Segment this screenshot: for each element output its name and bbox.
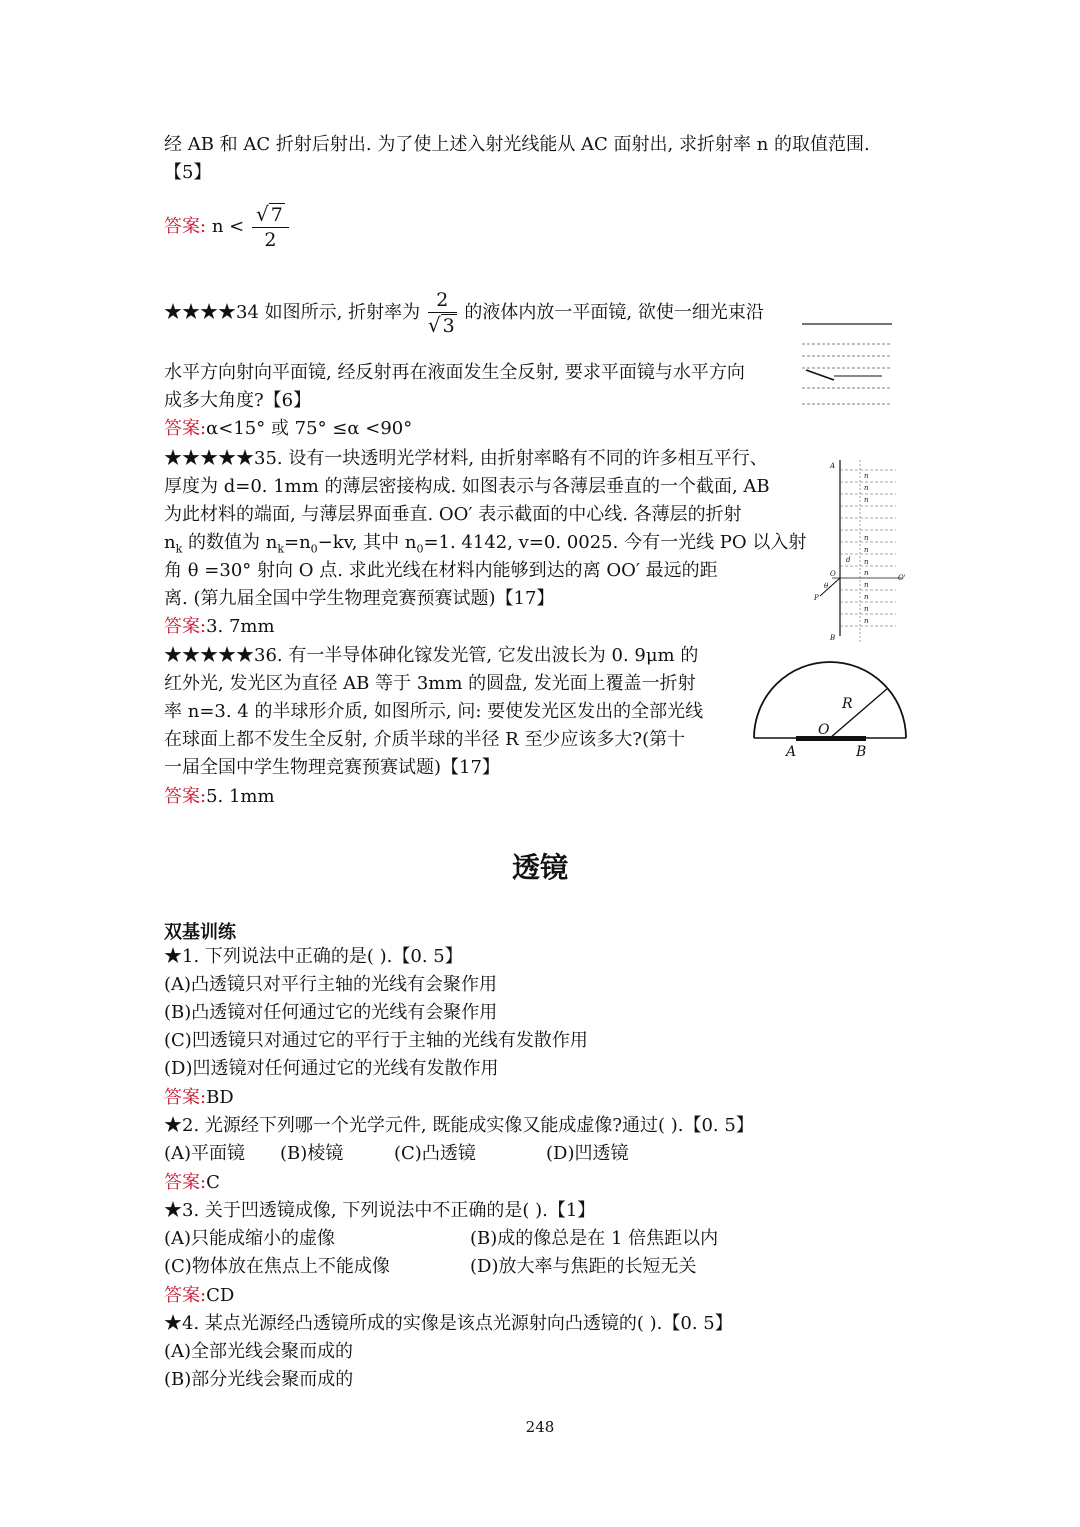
q35-text-line2: 厚度为 d=0. 1mm 的薄层密接构成. 如图表示与各薄层垂直的一个截面, AB [164,476,770,497]
q36-answer [164,786,275,808]
svg-text:n: n [864,472,869,480]
svg-text:n: n [864,534,869,542]
q2-answer [164,1172,220,1194]
svg-text:n: n [864,546,869,554]
q36-text-line5: 一届全国中学生物理竞赛预赛试题)【17】 [164,757,500,778]
q3-stem: ★3. 关于凹透镜成像, 下列说法中不正确的是( ).【1】 [164,1200,596,1221]
svg-text:A: A [786,744,797,760]
svg-text:θ: θ [824,582,829,590]
q34-text-line1 [164,288,764,344]
svg-text:B: B [830,634,836,642]
svg-text:n: n [864,581,869,589]
q36-figure [750,660,910,760]
answer-fraction: $\frac{√ 7}{2}$ [252,202,289,252]
q35-part: =n [283,532,311,553]
q36-text-line2: 红外光, 发光区为直径 AB 等于 3mm 的圆盘, 发光面上覆盖一折射 [164,673,696,694]
q35-sub: k [175,542,183,556]
q35-text-line6: 离. (第九届全国中学生物理竞赛预赛试题)【17】 [164,588,555,609]
section-subheading: 双基训练 [164,922,236,943]
q1-option-d: (D)凹透镜对任何通过它的光线有发散作用 [164,1058,499,1079]
svg-text:n: n [864,484,869,492]
answer-label: 答案: [164,418,207,439]
q33-answer [164,202,291,262]
q35-part: =1. 4142, v=0. 0025. 今有一光线 PO 以入射 [423,532,807,553]
q35-text-line1: ★★★★★35. 设有一块透明光学材料, 由折射率略有不同的许多相互平行、 [164,448,768,469]
q2-option-a: (A)平面镜 [164,1143,246,1164]
svg-text:d: d [846,556,851,564]
q35-text-line3: 为此材料的端面, 与薄层界面垂直. OO′ 表示截面的中心线. 各薄层的折射 [164,504,742,525]
svg-text:O: O [818,722,830,738]
svg-text:R: R [842,696,853,712]
q4-option-b: (B)部分光线会聚而成的 [164,1369,354,1390]
q1-option-b: (B)凸透镜对任何通过它的光线有会聚作用 [164,1002,498,1023]
answer-label: 答案: [164,1285,207,1306]
q1-option-c: (C)凹透镜只对通过它的平行于主轴的光线有发散作用 [164,1030,588,1051]
svg-text:P: P [814,594,819,602]
svg-text:n: n [864,605,869,613]
q4-stem: ★4. 某点光源经凸透镜所成的实像是该点光源射向凸透镜的( ).【0. 5】 [164,1313,733,1334]
q35-answer [164,616,275,638]
fraction-denominator: 2 [264,229,277,251]
q35-sub: 0 [310,542,318,556]
answer-value: 3. 7mm [206,616,275,637]
q35-part: −kv, 其中 n [317,532,417,553]
q1-answer [164,1087,234,1109]
q34-answer [164,418,412,440]
q34-pre: ★★★★34 如图所示, 折射率为 [164,302,421,323]
q1-option-a: (A)凸透镜只对平行主轴的光线有会聚作用 [164,974,498,995]
q36-text-line3: 率 n=3. 4 的半球形介质, 如图所示, 问: 要使发光区发出的全部光线 [164,701,704,722]
answer-label: 答案: [164,1087,207,1108]
q2-stem: ★2. 光源经下列哪一个光学元件, 既能成实像又能成虚像?通过( ).【0. 5】 [164,1115,754,1136]
answer-value: BD [206,1087,234,1108]
answer-value: 5. 1mm [206,786,275,807]
q35-figure [812,456,912,646]
q34-text-line3: 成多大角度?【6】 [164,390,312,411]
answer-label: 答案: [164,216,207,237]
q35-sub: 0 [416,542,424,556]
q35-sub: k [277,542,284,556]
svg-text:O': O' [898,574,906,582]
svg-text:B: B [856,744,867,760]
q3-option-d: (D)放大率与焦距的长短无关 [470,1256,697,1277]
svg-text:n: n [864,617,869,625]
q3-option-b: (B)成的像总是在 1 倍焦距以内 [470,1228,719,1249]
q35-part: 的数值为 n [182,532,278,553]
page-number: 248 [525,1418,555,1436]
answer-label: 答案: [164,616,207,637]
q34-post: 的液体内放一平面镜, 欲使一细光束沿 [464,302,764,323]
q34-text-line2: 水平方向射向平面镜, 经反射再在液面发生全反射, 要求平面镜与水平方向 [164,362,745,383]
q2-option-c: (C)凸透镜 [394,1143,476,1164]
fraction-numerator: 7 [270,204,283,226]
svg-text:n: n [864,569,869,577]
svg-text:A: A [830,462,836,470]
svg-text:O: O [830,570,836,578]
fraction-numerator: 2 [428,288,457,313]
q1-stem: ★1. 下列说法中正确的是( ).【0. 5】 [164,946,463,967]
answer-value: CD [206,1285,235,1306]
svg-text:n: n [864,558,869,566]
answer-value: α<15° 或 75° ≤α <90° [206,418,413,439]
q2-option-d: (D)凹透镜 [546,1143,629,1164]
q3-option-a: (A)只能成缩小的虚像 [164,1228,336,1249]
q35-text-line4 [164,532,806,561]
svg-text:n: n [864,593,869,601]
section-title: 透镜 [511,851,568,884]
svg-text:n: n [864,496,869,504]
q33-text-line2: 【5】 [164,162,212,183]
q35-text-line5: 角 θ =30° 射向 O 点. 求此光线在材料内能够到达的离 OO′ 最远的距 [164,560,718,581]
q36-text-line1: ★★★★★36. 有一半导体砷化镓发光管, 它发出波长为 0. 9μm 的 [164,645,699,666]
q2-option-b: (B)棱镜 [280,1143,344,1164]
answer-label: 答案: [164,786,207,807]
q36-text-line4: 在球面上都不发生全反射, 介质半球的半径 R 至少应该多大?(第十 [164,729,686,750]
q34-fraction: $\frac{2}{√ 3}$ [427,289,455,337]
q35-n: n [164,532,176,553]
q4-option-a: (A)全部光线会聚而成的 [164,1341,354,1362]
q33-text-line1: 经 AB 和 AC 折射后射出. 为了使上述入射光线能从 AC 面射出, 求折射率 n 的取值范围. [164,134,870,155]
q34-figure [796,318,896,412]
answer-lhs: n < [211,216,245,237]
q3-option-c: (C)物体放在焦点上不能成像 [164,1256,390,1277]
answer-label: 答案: [164,1172,207,1193]
answer-value: C [206,1172,220,1193]
fraction-denominator: 3 [442,315,455,337]
q3-answer [164,1285,234,1307]
